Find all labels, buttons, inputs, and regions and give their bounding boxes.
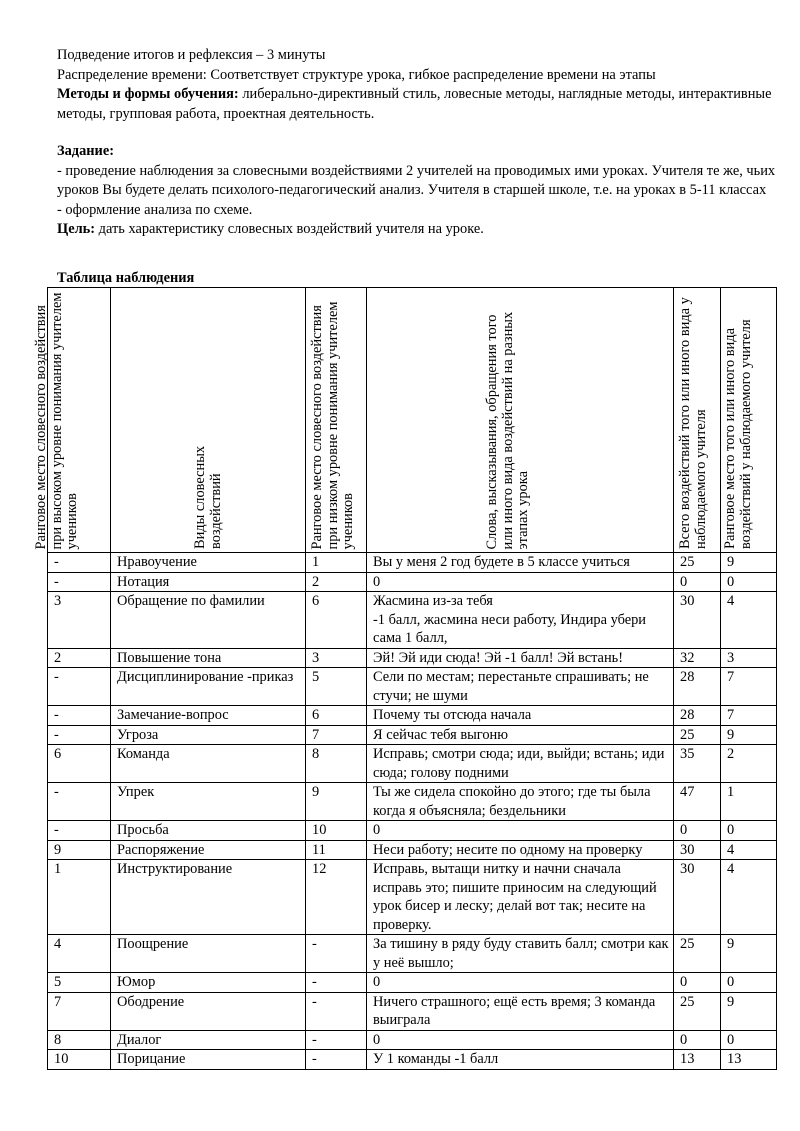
header-rank-low: Ранговое место словесного воздействия при низком уровне понимания учителем учеников [309,300,356,549]
cell-rank-high: - [48,821,111,841]
cell-total: 32 [674,648,721,668]
header-total: Всего воздействий того или иного вида у наблюдаемого учителя [677,297,709,549]
cell-total: 35 [674,745,721,783]
cell-words: У 1 команды -1 балл [367,1050,674,1070]
cell-type: Обращение по фамилии [111,592,306,649]
cell-words: Ты же сидела спокойно до этого; где ты была когда я объясняла; бездельники [367,783,674,821]
cell-rank-low: 5 [306,668,367,706]
cell-total: 25 [674,992,721,1030]
methods-paragraph [57,85,787,124]
cell-rank-observed: 4 [721,840,777,860]
cell-total: 30 [674,840,721,860]
cell-rank-low: 11 [306,840,367,860]
cell-rank-high: - [48,553,111,573]
table-row [48,572,777,592]
table-row [48,783,777,821]
header-rank-high: Ранговое место словесного воздействия при высоком уровне понимания учителем учеников [33,292,80,549]
task-line-1: - проведение наблюдения за словесными воздействиями 2 учителей на проводимых ими уроках. Учителя те же, чьих уроков Вы будете делать психолого-педагогический анализ. Учителя в старшей школе, т.е. на уроках в 5-11 классах [57,162,776,198]
cell-words: За тишину в ряду буду ставить балл; смотри как у неё вышло; [367,935,674,973]
cell-rank-observed: 4 [721,860,777,935]
cell-total: 25 [674,935,721,973]
cell-words: Ничего страшного; ещё есть время; 3 команда выиграла [367,992,674,1030]
cell-type: Замечание-вопрос [111,706,306,726]
header-words: Слова, высказывания, обращения того или иного вида воздействий на разных этапах урока [484,311,531,549]
cell-rank-observed: 7 [721,668,777,706]
cell-type: Поощрение [111,935,306,973]
cell-rank-low: 10 [306,821,367,841]
cell-rank-low: 12 [306,860,367,935]
cell-rank-observed: 9 [721,935,777,973]
table-row [48,821,777,841]
cell-rank-observed: 13 [721,1050,777,1070]
header-types: Виды словесных воздействий [192,445,224,549]
cell-rank-high: 3 [48,592,111,649]
cell-type: Просьба [111,821,306,841]
cell-total: 0 [674,572,721,592]
task-line-2: - оформление анализа по схеме. [57,201,253,218]
table-row [48,973,777,993]
header-cell [674,288,721,553]
cell-total: 28 [674,668,721,706]
cell-words: 0 [367,1030,674,1050]
cell-rank-high: 10 [48,1050,111,1070]
header-cell [721,288,777,553]
cell-rank-high: 4 [48,935,111,973]
cell-rank-observed: 9 [721,725,777,745]
table-row [48,992,777,1030]
table-row [48,706,777,726]
cell-rank-high: 5 [48,973,111,993]
cell-rank-high: 9 [48,840,111,860]
cell-rank-high: - [48,725,111,745]
cell-rank-low: 2 [306,572,367,592]
cell-rank-observed: 4 [721,592,777,649]
cell-type: Повышение тона [111,648,306,668]
cell-words: Неси работу; несите по одному на проверку [367,840,674,860]
cell-words: 0 [367,572,674,592]
goal-label: Цель: [57,221,96,237]
cell-rank-high: - [48,706,111,726]
table-body [48,553,777,1070]
cell-rank-observed: 1 [721,783,777,821]
table-row [48,648,777,668]
cell-rank-low: 6 [306,706,367,726]
cell-rank-high: 1 [48,860,111,935]
cell-words: Исправь; смотри сюда; иди, выйди; встань; иди сюда; голову подними [367,745,674,783]
cell-words: 0 [367,821,674,841]
cell-rank-low: - [306,1030,367,1050]
table-row [48,592,777,649]
cell-total: 13 [674,1050,721,1070]
header-rank-observed: Ранговое место того или иного вида воздействий у наблюдаемого учителя [722,319,754,549]
table-row [48,668,777,706]
cell-rank-high: - [48,572,111,592]
cell-total: 30 [674,860,721,935]
goal-text: дать характеристику словесных воздействий учителя на уроке. [95,221,484,237]
table-row [48,860,777,935]
cell-rank-high: 8 [48,1030,111,1050]
methods-label: Методы и формы обучения: [57,86,239,102]
cell-rank-high: - [48,783,111,821]
cell-rank-observed: 9 [721,553,777,573]
cell-rank-high: 7 [48,992,111,1030]
cell-total: 0 [674,821,721,841]
cell-type: Инструктирование [111,860,306,935]
cell-rank-low: 9 [306,783,367,821]
document-body [57,46,787,240]
cell-rank-low: 8 [306,745,367,783]
cell-total: 0 [674,973,721,993]
cell-rank-observed: 3 [721,648,777,668]
header-cell [306,288,367,553]
cell-rank-observed: 0 [721,572,777,592]
cell-total: 25 [674,553,721,573]
cell-rank-low: - [306,1050,367,1070]
header-cell [33,288,111,553]
cell-type: Дисциплинирование -приказ [111,668,306,706]
cell-rank-observed: 0 [721,821,777,841]
cell-type: Распоряжение [111,840,306,860]
cell-total: 30 [674,592,721,649]
cell-words: 0 [367,973,674,993]
cell-rank-observed: 0 [721,1030,777,1050]
table-row [48,745,777,783]
cell-rank-low: 1 [306,553,367,573]
cell-rank-observed: 9 [721,992,777,1030]
cell-rank-observed: 0 [721,973,777,993]
intro-line-time: Распределение времени: Соответствует структуре урока, гибкое распределение времени на этапы [57,66,656,83]
cell-total: 47 [674,783,721,821]
intro-line-summary: Подведение итогов и рефлексия – 3 минуты [57,47,326,63]
observation-table [33,287,777,1070]
cell-rank-low: 6 [306,592,367,649]
cell-type: Диалог [111,1030,306,1050]
goal-paragraph [57,220,787,240]
cell-rank-high: 2 [48,648,111,668]
table-row [48,1050,777,1070]
table-row [48,725,777,745]
table-header-row [48,288,777,553]
cell-rank-low: 3 [306,648,367,668]
cell-words: Исправь, вытащи нитку и начни сначала исправь это; пишите приносим на следующий урок бисер и леску; делай вот так; несите на проверку. [367,860,674,935]
cell-rank-low: - [306,973,367,993]
table-row [48,840,777,860]
cell-words: Жасмина из-за тебя -1 балл, жасмина неси работу, Индира убери сама 1 балл, [367,592,674,649]
task-label: Задание: [57,143,115,159]
cell-rank-low: - [306,935,367,973]
table-row [48,553,777,573]
table-row [48,935,777,973]
cell-type: Юмор [111,973,306,993]
cell-rank-low: - [306,992,367,1030]
cell-rank-observed: 2 [721,745,777,783]
cell-rank-low: 7 [306,725,367,745]
cell-type: Упрек [111,783,306,821]
cell-type: Команда [111,745,306,783]
cell-rank-observed: 7 [721,706,777,726]
cell-words: Вы у меня 2 год будете в 5 классе учиться [367,553,674,573]
cell-type: Ободрение [111,992,306,1030]
cell-total: 28 [674,706,721,726]
cell-type: Порицание [111,1050,306,1070]
table-title: Таблица наблюдения [57,270,195,286]
header-cell [367,288,674,553]
cell-words: Сели по местам; перестаньте спрашивать; не стучи; не шуми [367,668,674,706]
cell-total: 0 [674,1030,721,1050]
cell-words: Почему ты отсюда начала [367,706,674,726]
cell-rank-high: - [48,668,111,706]
cell-words: Эй! Эй иди сюда! Эй -1 балл! Эй встань! [367,648,674,668]
cell-total: 25 [674,725,721,745]
cell-words: Я сейчас тебя выгоню [367,725,674,745]
cell-type: Нравоучение [111,553,306,573]
cell-rank-high: 6 [48,745,111,783]
methods-text: либерально-директивный стиль, ловесные методы, наглядные методы, интерактивные методы, групповая работа, проектная деятельность. [57,86,772,122]
table-row [48,1030,777,1050]
header-cell [111,288,306,553]
cell-type: Нотация [111,572,306,592]
cell-type: Угроза [111,725,306,745]
